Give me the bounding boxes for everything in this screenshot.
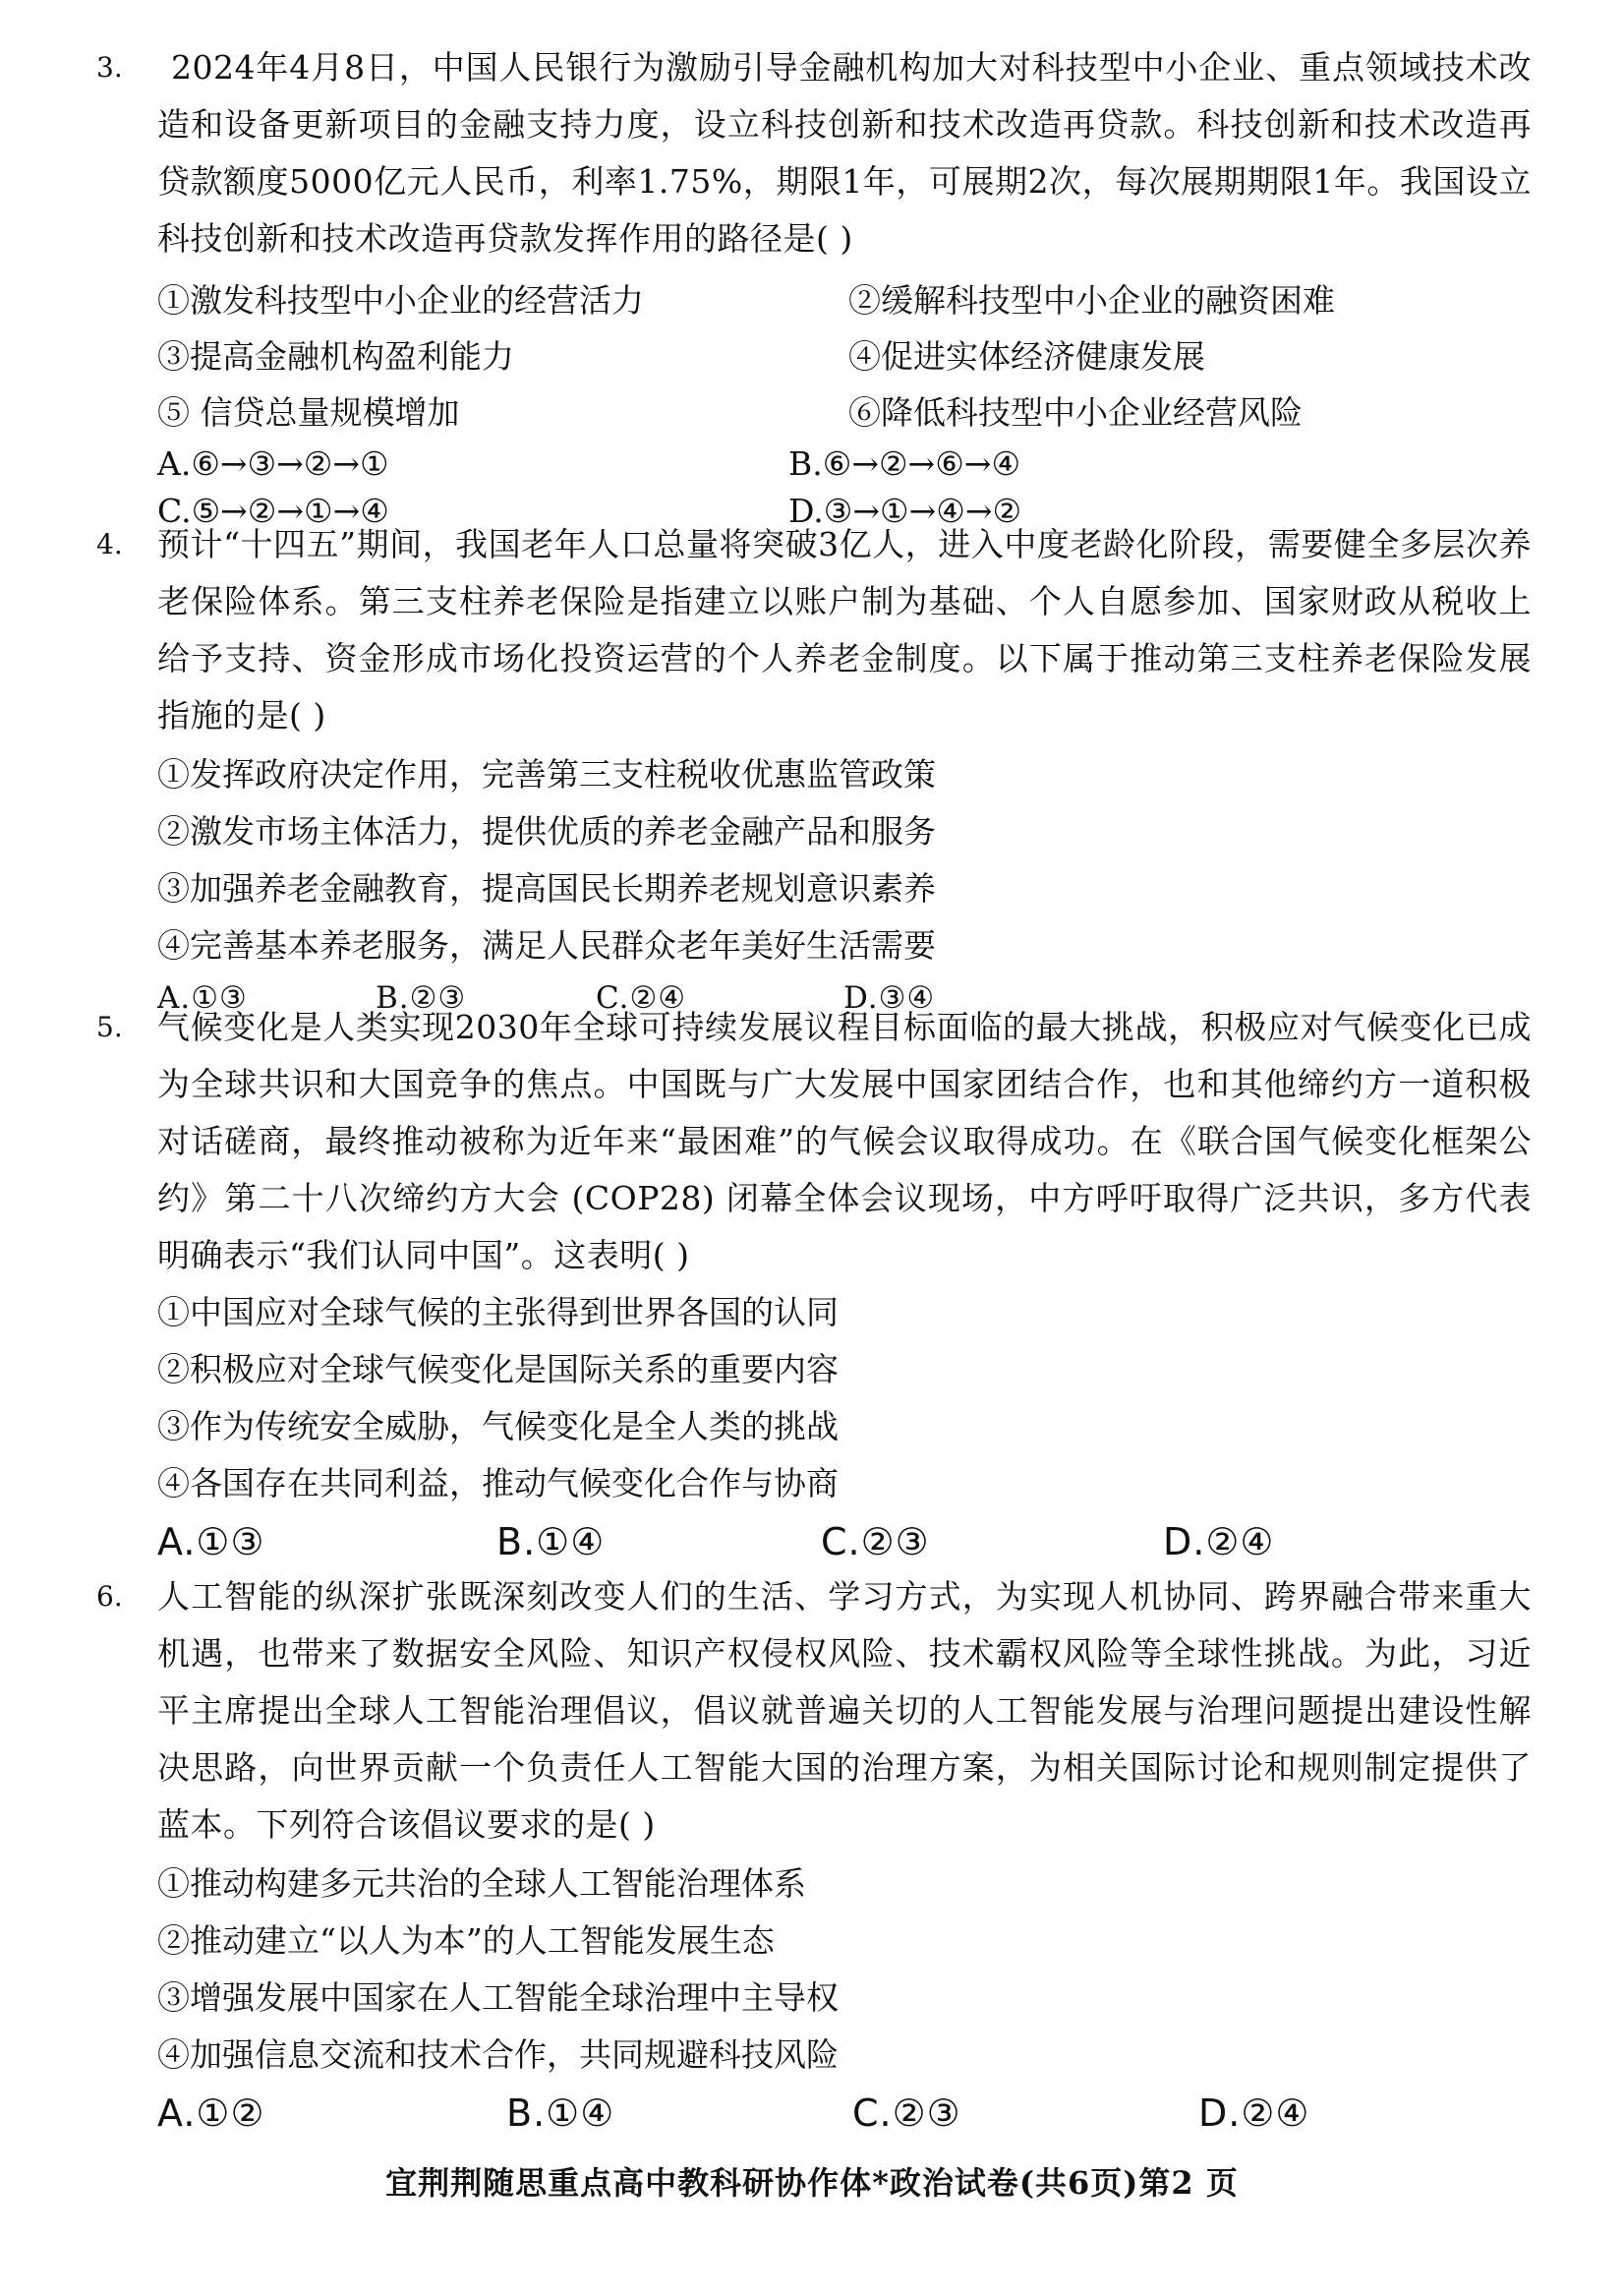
answer-choice-d: D.②④ <box>1198 2091 1310 2135</box>
question-stem: 人工智能的纵深扩张既深刻改变人们的生活、学习方式，为实现人机协同、跨界融合带来重大机遇，也带来了数据安全风险、知识产权侵权风险、技术霸权风险等全球性挑战。为此，习近平主席提出全球人工智能治理倡议，倡议就普遍关切的人工智能发展与治理问题提出建设性解决思路，向世界贡献一个负责任人工智能大国的治理方案，为相关国际讨论和规则制定提供了蓝本。下列符合该倡议要求的是( ) <box>157 1577 1532 1844</box>
page-footer: 宜荆荆随思重点高中教科研协作体*政治试卷(共6页)第2 页 <box>385 2164 1239 2202</box>
question-stem: 气候变化是人类实现2030年全球可持续发展议程目标面临的最大挑战，积极应对气候变化已成为全球共识和大国竞争的焦点。中国既与广大发展中国家团结合作，也和其他缔约方一道积极对话磋商，最终推动被称为近年来“最困难”的气候会议取得成功。在《联合国气候变化框架公约》第二十八次缔约方大会 (COP28) 闭幕全体会议现场，中方呼吁取得广泛共识，多方代表明确表示“我们认同中国”。这表明( ) <box>157 1008 1532 1274</box>
option-item: ④各国存在共同利益，推动气候变化合作与协商 <box>157 1464 839 1502</box>
question-3 <box>96 39 1532 535</box>
option-item: ②推动建立“以人为本”的人工智能发展生态 <box>157 1921 775 1960</box>
option-item: ②积极应对全球气候变化是国际关系的重要内容 <box>157 1350 839 1388</box>
question-stem: 2024年4月8日，中国人民银行为激励引导金融机构加大对科技型中小企业、重点领域技术改造和设备更新项目的金融支持力度，设立科技创新和技术改造再贷款。科技创新和技术改造再贷款额度5000亿元人民币，利率1.75%，期限1年，可展期2次，每次展期期限1年。我国设立科技创新和技术改造再贷款发挥作用的路径是( ) <box>157 48 1532 258</box>
answer-choice-d: D.②④ <box>1163 1520 1275 1563</box>
answer-choice-a: A.①② <box>157 2091 265 2135</box>
answer-choice-a: A.①③ <box>157 980 248 1016</box>
option-item: ④完善基本养老服务，满足人民群众老年美好生活需要 <box>157 926 936 965</box>
answer-choice-b: B.①④ <box>506 2091 615 2135</box>
answer-choice-b: B.⑥→②→⑥→④ <box>788 444 1021 483</box>
answer-choices <box>157 2084 1532 2143</box>
option-items <box>157 1284 1532 1512</box>
option-item: ④促进实体经济健康发展 <box>848 337 1205 376</box>
option-item: ⑥降低科技型中小企业经营风险 <box>848 393 1303 432</box>
option-item: ③作为传统安全威胁，气候变化是全人类的挑战 <box>157 1407 839 1445</box>
question-5 <box>96 999 1532 1571</box>
option-item: ③提高金融机构盈利能力 <box>157 337 514 376</box>
option-item: ⑤ 信贷总量规模增加 <box>157 393 460 432</box>
question-number: 6. <box>96 1580 123 1613</box>
option-item: ③增强发展中国家在人工智能全球治理中主导权 <box>157 1978 839 2017</box>
option-item: ①中国应对全球气候的主张得到世界各国的认同 <box>157 1293 839 1331</box>
option-items <box>157 1855 1532 2084</box>
answer-choices <box>157 1512 1532 1571</box>
question-stem: 预计“十四五”期间，我国老年人口总量将突破3亿人，进入中度老龄化阶段，需要健全多层次养老保险体系。第三支柱养老保险是指建立以账户制为基础、个人自愿参加、国家财政从税收上给予支持、资金形成市场化投资运营的个人养老金制度。以下属于推动第三支柱养老保险发展指施的是( ) <box>157 525 1532 735</box>
option-item: ③加强养老金融教育，提高国民长期养老规划意识素养 <box>157 869 936 908</box>
answer-choice-a: A.①③ <box>157 1520 265 1563</box>
answer-choice-b: B.②③ <box>376 980 467 1016</box>
question-number: 5. <box>96 1011 123 1043</box>
answer-choice-a: A.⑥→③→②→① <box>157 444 389 483</box>
option-item: ①推动构建多元共治的全球人工智能治理体系 <box>157 1864 806 1903</box>
option-item: ②缓解科技型中小企业的融资困难 <box>848 281 1335 320</box>
answer-choice-d: D.③→①→④→② <box>788 492 1022 530</box>
answer-choice-b: B.①④ <box>496 1520 606 1563</box>
option-item: ①激发科技型中小企业的经营活力 <box>157 281 644 320</box>
option-item: ②激发市场主体活力，提供优质的养老金融产品和服务 <box>157 812 936 851</box>
answer-choice-c: C.②③ <box>852 2091 961 2135</box>
question-6 <box>96 1568 1532 2143</box>
option-item: ①发挥政府决定作用，完善第三支柱税收优惠监管政策 <box>157 755 936 794</box>
answer-choice-c: C.②③ <box>821 1520 930 1563</box>
option-items <box>157 746 1532 974</box>
option-items <box>157 272 1532 441</box>
question-4 <box>96 516 1532 1022</box>
answer-choice-c: C.⑤→②→①→④ <box>157 492 389 530</box>
answer-choice-d: D.③④ <box>843 980 936 1016</box>
option-item: ④加强信息交流和技术合作，共同规避科技风险 <box>157 2035 839 2074</box>
question-number: 4. <box>96 528 123 560</box>
question-number: 3. <box>96 51 123 84</box>
answer-choice-c: C.②④ <box>596 980 687 1016</box>
